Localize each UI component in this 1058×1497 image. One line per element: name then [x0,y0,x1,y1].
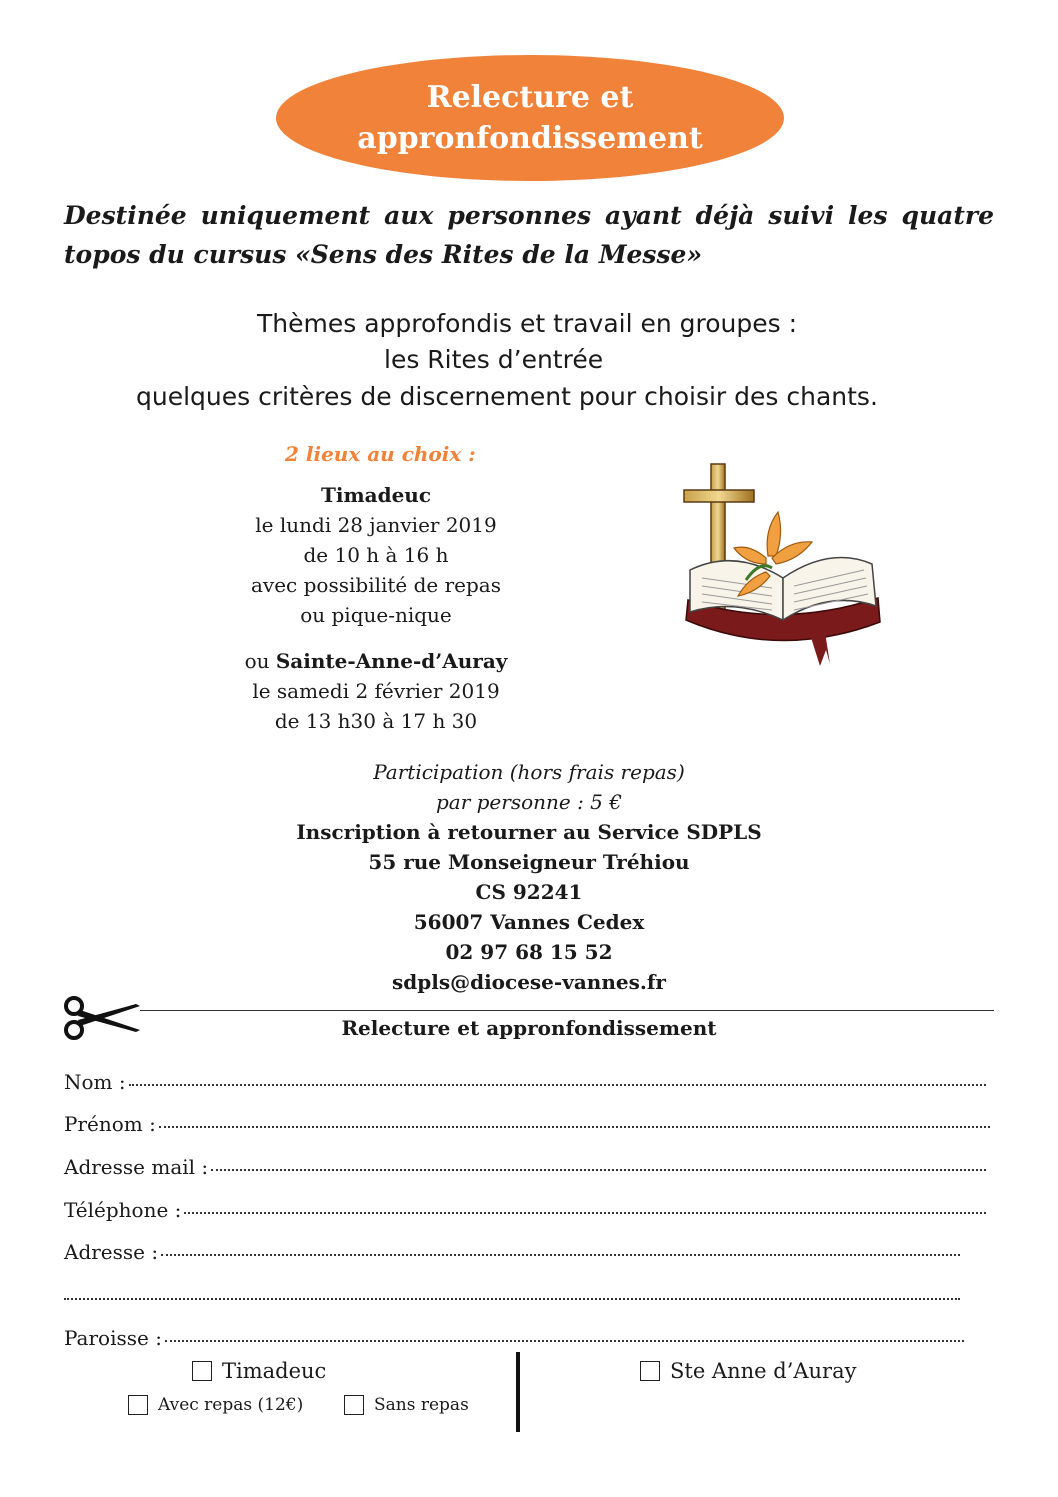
mail-input-line[interactable] [211,1169,986,1171]
ste-anne-checkbox[interactable] [640,1361,660,1381]
location-1-date: le lundi 28 janvier 2019 [255,513,497,537]
option-avec-repas[interactable] [128,1395,303,1415]
cut-line [140,1010,994,1011]
telephone-label: Téléphone : [64,1198,182,1222]
avec-repas-label: Avec repas (12€) [158,1395,304,1415]
location-2-name: Sainte-Anne-d’Auray [275,649,508,673]
option-timadeuc[interactable] [192,1359,326,1383]
participation-line-2: par personne : 5 € [435,790,622,814]
location-1-hours: de 10 h à 16 h [303,543,449,567]
telephone-field[interactable] [64,1198,986,1222]
prenom-label: Prénom : [64,1112,156,1136]
contact-line-4: 56007 Vannes Cedex [413,910,645,934]
paroisse-field[interactable] [64,1326,964,1350]
sans-repas-checkbox[interactable] [344,1395,364,1415]
adresse-input-line[interactable] [161,1254,960,1256]
title-oval [276,55,784,181]
participation-line-1: Participation (hors frais repas) [373,760,685,784]
contact-line-1: Inscription à retourner au Service SDPLS [296,820,762,844]
location-1-note-2: ou pique-nique [300,603,452,627]
contact-phone: 02 97 68 15 52 [445,940,613,964]
contact-email[interactable]: sdpls@diocese-vannes.fr [392,970,666,994]
themes-line-3: quelques critères de discernement pour choisir des chants. [136,382,878,411]
title-line-2: appronfondissement [357,121,703,156]
telephone-input-line[interactable] [184,1212,986,1214]
intro-text: Destinée uniquement aux personnes ayant déjà suivi les quatre topos du cursus «Sens des Rites de la Messe» [64,201,994,269]
themes-line-1: Thèmes approfondis et travail en groupes : [257,309,798,338]
prenom-input-line[interactable] [159,1126,990,1128]
contact-line-2: 55 rue Monseigneur Tréhiou [368,850,690,874]
nom-label: Nom : [64,1070,126,1094]
adresse-input-line-2[interactable] [64,1298,960,1300]
locations-heading: 2 lieux au choix : [285,442,476,466]
location-2-prefix: ou [244,649,270,673]
form-title: Relecture et appronfondissement [341,1016,717,1040]
adresse-field[interactable] [64,1240,960,1264]
contact-line-3: CS 92241 [475,880,583,904]
option-sans-repas[interactable] [344,1395,469,1415]
mail-field[interactable] [64,1155,986,1179]
location-timadeuc [226,480,526,630]
themes-line-2: les Rites d’entrée [384,345,604,374]
timadeuc-checkbox[interactable] [192,1361,212,1381]
mail-label: Adresse mail : [64,1155,209,1179]
prenom-field[interactable] [64,1112,990,1136]
title-line-1: Relecture et [426,80,634,115]
cross-bible-illustration [680,460,886,672]
timadeuc-label: Timadeuc [222,1359,327,1383]
location-2-date: le samedi 2 février 2019 [252,679,500,703]
nom-field[interactable] [64,1070,986,1094]
paroisse-input-line[interactable] [165,1340,964,1342]
nom-input-line[interactable] [129,1084,986,1086]
location-1-name: Timadeuc [320,483,432,507]
sans-repas-label: Sans repas [374,1395,469,1415]
adresse-label: Adresse : [64,1240,159,1264]
options-divider [516,1352,520,1432]
ste-anne-label: Ste Anne d’Auray [670,1359,857,1383]
location-1-note-1: avec possibilité de repas [251,573,501,597]
location-sainte-anne [226,646,526,736]
location-2-hours: de 13 h30 à 17 h 30 [274,709,478,733]
avec-repas-checkbox[interactable] [128,1395,148,1415]
option-ste-anne[interactable] [640,1359,856,1383]
paroisse-label: Paroisse : [64,1326,162,1350]
